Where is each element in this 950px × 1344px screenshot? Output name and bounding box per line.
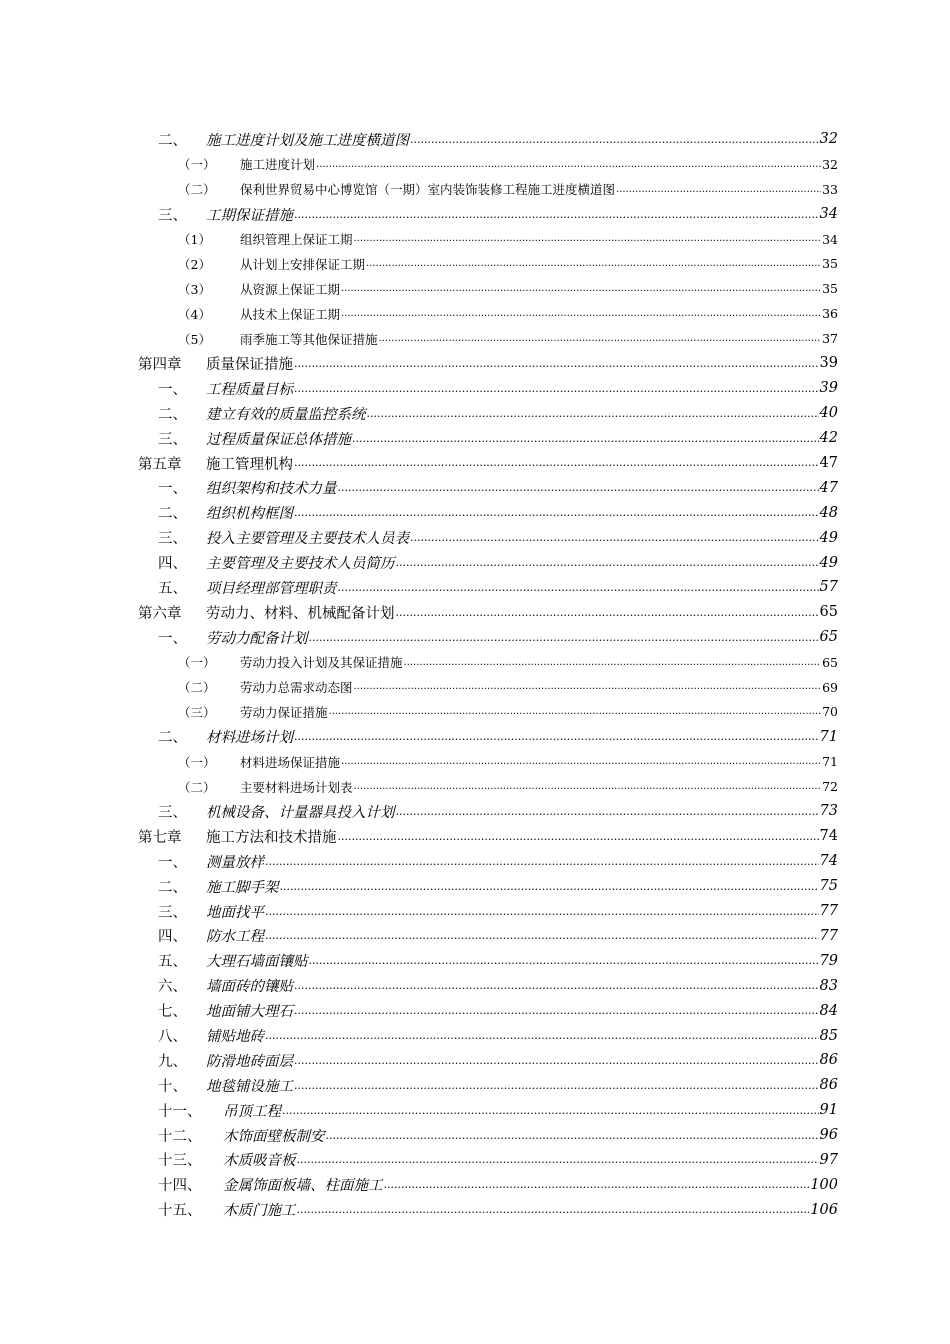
- toc-entry-title: 木质门施工: [223, 1203, 296, 1220]
- toc-entry-line: [206, 924, 838, 949]
- toc-entry-page-number: 42: [819, 430, 838, 447]
- dot-leader: [616, 177, 821, 202]
- toc-entry-number: （5）: [178, 331, 211, 347]
- toc-entry-number: （3）: [178, 281, 211, 297]
- toc-entry[interactable]: [138, 600, 838, 625]
- toc-entry[interactable]: [138, 376, 838, 401]
- toc-entry-page-number: 33: [822, 181, 838, 197]
- toc-entry-number: 十二、: [158, 1128, 202, 1145]
- dot-leader: [341, 749, 821, 774]
- toc-entry[interactable]: [138, 973, 838, 998]
- dot-leader: [396, 550, 819, 575]
- dot-leader: [366, 251, 821, 276]
- dot-leader: [354, 675, 822, 700]
- toc-entry[interactable]: [138, 152, 838, 177]
- toc-entry-page-number: 71: [822, 754, 838, 770]
- toc-entry-title: 劳动力保证措施: [240, 704, 328, 720]
- dot-leader: [297, 1148, 819, 1173]
- dot-leader: [341, 301, 821, 326]
- dot-leader: [294, 451, 819, 476]
- toc-entry[interactable]: [138, 326, 838, 351]
- toc-entry-title: 劳动力总需求动态图: [240, 680, 353, 696]
- toc-entry-page-number: 74: [819, 853, 838, 870]
- toc-entry[interactable]: [138, 475, 838, 500]
- toc-entry-line: [206, 127, 838, 152]
- toc-entry-title: 木质吸音板: [223, 1153, 296, 1170]
- toc-entry[interactable]: [138, 948, 838, 973]
- toc-entry-number: 第七章: [138, 829, 182, 846]
- toc-entry[interactable]: [138, 1023, 838, 1048]
- dot-leader: [410, 127, 819, 152]
- toc-entry[interactable]: [138, 699, 838, 724]
- toc-entry-line: [206, 874, 838, 899]
- toc-entry-page-number: 79: [819, 952, 838, 969]
- toc-entry-title: 雨季施工等其他保证措施: [240, 331, 378, 347]
- toc-entry-number: 一、: [158, 630, 187, 647]
- toc-entry-page-number: 57: [819, 579, 838, 596]
- toc-entry-number: （一）: [178, 157, 216, 173]
- toc-entry-number: 一、: [158, 854, 187, 871]
- dot-leader: [294, 202, 819, 227]
- toc-entry-title: 施工管理机构: [206, 456, 293, 473]
- dot-leader: [265, 899, 819, 924]
- toc-entry-line: [206, 799, 838, 824]
- toc-entry-page-number: 35: [822, 281, 838, 297]
- toc-entry[interactable]: [138, 426, 838, 451]
- dot-leader: [354, 774, 822, 799]
- toc-entry[interactable]: [138, 251, 838, 276]
- toc-entry[interactable]: [138, 625, 838, 650]
- toc-entry-page-number: 97: [819, 1151, 838, 1168]
- toc-entry-page-number: 74: [819, 828, 838, 845]
- toc-entry-page-number: 100: [810, 1176, 838, 1193]
- toc-entry-number: 十三、: [158, 1153, 202, 1170]
- toc-entry[interactable]: [138, 127, 838, 152]
- toc-entry-number: 二、: [158, 730, 187, 747]
- toc-entry-title: 施工脚手架: [206, 879, 279, 896]
- toc-entry-page-number: 65: [819, 604, 838, 621]
- toc-entry-page-number: 83: [819, 977, 838, 994]
- toc-entry-line: [206, 625, 838, 650]
- toc-entry-title: 从技术上保证工期: [240, 306, 341, 322]
- toc-entry-page-number: 91: [819, 1102, 838, 1119]
- toc-entry-page-number: 37: [822, 331, 838, 347]
- toc-entry-title: 防水工程: [206, 929, 264, 946]
- toc-entry[interactable]: [138, 675, 838, 700]
- toc-entry-number: 三、: [158, 531, 187, 548]
- toc-entry-title: 铺贴地砖: [206, 1029, 264, 1045]
- toc-entry[interactable]: [138, 1048, 838, 1073]
- toc-entry[interactable]: [138, 575, 838, 600]
- toc-entry-number: 一、: [158, 481, 187, 498]
- toc-entry-page-number: 70: [822, 704, 838, 720]
- toc-entry-title: 从资源上保证工期: [240, 281, 341, 297]
- toc-entry[interactable]: [138, 1148, 838, 1173]
- toc-entry-title: 劳动力、材料、机械配备计划: [206, 605, 395, 622]
- toc-entry-number: 二、: [158, 406, 187, 423]
- toc-entry-number: 三、: [158, 431, 187, 448]
- toc-entry[interactable]: [138, 351, 838, 376]
- toc-entry-title: 大理石墙面镶贴: [206, 954, 308, 971]
- dot-leader: [294, 500, 819, 525]
- toc-entry-line: [206, 1048, 838, 1073]
- toc-entry-page-number: 71: [819, 728, 838, 745]
- toc-entry-number: 第五章: [138, 456, 182, 473]
- toc-entry-title: 主要管理及主要技术人员简历: [206, 556, 395, 573]
- toc-entry-title: 防滑地砖面层: [206, 1053, 293, 1070]
- toc-entry[interactable]: [138, 849, 838, 874]
- toc-entry-line: [206, 202, 838, 227]
- toc-entry-title: 测量放样: [206, 854, 264, 871]
- toc-entry-title: 组织管理上保证工期: [240, 232, 353, 247]
- toc-entry-number: 四、: [158, 929, 187, 946]
- toc-entry-number: （一）: [178, 754, 216, 770]
- toc-entry-page-number: 39: [819, 380, 838, 397]
- toc-entry-number: （二）: [178, 680, 216, 696]
- dot-leader: [297, 1197, 810, 1222]
- toc-entry[interactable]: [138, 500, 838, 525]
- toc-entry-title: 投入主要管理及主要技术人员表: [206, 531, 409, 548]
- toc-entry-line: [206, 376, 838, 401]
- toc-entry-page-number: 47: [819, 455, 838, 472]
- toc-entry-number: 五、: [158, 954, 187, 971]
- toc-entry-number: （2）: [178, 256, 211, 272]
- toc-entry-title: 工期保证措施: [206, 207, 293, 224]
- toc-entry[interactable]: [138, 749, 838, 774]
- toc-entry-line: [240, 749, 838, 774]
- toc-entry-page-number: 73: [819, 803, 838, 820]
- toc-entry-line: [206, 475, 838, 500]
- toc-entry[interactable]: [138, 998, 838, 1023]
- dot-leader: [354, 227, 822, 252]
- toc-entry[interactable]: [138, 799, 838, 824]
- dot-leader: [265, 924, 819, 949]
- toc-entry-line: [206, 849, 838, 874]
- toc-entry-number: （二）: [178, 182, 216, 198]
- toc-entry-line: [206, 351, 838, 376]
- toc-entry-page-number: 77: [819, 903, 838, 920]
- toc-entry[interactable]: [138, 1098, 838, 1123]
- toc-entry[interactable]: [138, 451, 838, 476]
- toc-entry-page-number: 49: [819, 529, 838, 546]
- toc-entry-number: 三、: [158, 804, 187, 821]
- toc-entry-title: 施工方法和技术措施: [206, 829, 337, 846]
- toc-entry-title: 机械设备、计量器具投入计划: [206, 804, 395, 821]
- toc-entry[interactable]: [138, 525, 838, 550]
- toc-entry-title: 金属饰面板墙、柱面施工: [223, 1178, 383, 1195]
- toc-entry-page-number: 77: [819, 927, 838, 944]
- toc-entry-number: （4）: [178, 306, 211, 322]
- toc-entry-number: 一、: [158, 381, 187, 398]
- toc-entry-page-number: 49: [819, 554, 838, 571]
- dot-leader: [338, 575, 819, 600]
- table-of-contents: [138, 127, 838, 1222]
- toc-entry[interactable]: [138, 899, 838, 924]
- toc-entry-title: 组织架构和技术力量: [206, 481, 337, 498]
- toc-entry[interactable]: [138, 227, 838, 252]
- toc-entry-page-number: 75: [819, 878, 838, 895]
- toc-entry-line: [240, 774, 838, 799]
- toc-entry-line: [206, 500, 838, 525]
- toc-entry-page-number: 47: [819, 479, 838, 496]
- toc-entry-line: [240, 152, 838, 177]
- toc-entry-line: [206, 401, 838, 426]
- toc-entry-line: [240, 276, 838, 301]
- toc-entry-line: [206, 948, 838, 973]
- toc-entry-page-number: 86: [819, 1077, 838, 1094]
- toc-entry-title: 墙面砖的镶贴: [206, 979, 293, 996]
- toc-entry-page-number: 86: [819, 1052, 838, 1069]
- toc-entry-number: 五、: [158, 580, 187, 597]
- toc-entry-line: [223, 1172, 838, 1197]
- toc-entry-line: [223, 1098, 838, 1123]
- toc-entry-line: [206, 824, 838, 849]
- toc-entry-number: 十一、: [158, 1103, 202, 1120]
- toc-entry-line: [206, 550, 838, 575]
- toc-entry-number: 二、: [158, 879, 187, 896]
- toc-entry-title: 地面铺大理石: [206, 1004, 293, 1021]
- dot-leader: [396, 799, 819, 824]
- toc-entry-title: 施工进度计划及施工进度横道图: [206, 132, 409, 149]
- toc-entry-page-number: 34: [819, 206, 838, 223]
- toc-entry-page-number: 39: [819, 355, 838, 372]
- toc-entry-number: 二、: [158, 132, 187, 149]
- toc-entry[interactable]: [138, 774, 838, 799]
- toc-entry-title: 劳动力投入计划及其保证措施: [240, 655, 403, 671]
- toc-entry-page-number: 35: [822, 256, 838, 272]
- toc-entry-number: （1）: [178, 232, 211, 247]
- toc-entry[interactable]: [138, 177, 838, 202]
- dot-leader: [294, 973, 819, 998]
- toc-entry-line: [240, 699, 838, 724]
- dot-leader: [265, 1023, 819, 1048]
- toc-entry-page-number: 32: [819, 131, 838, 148]
- toc-entry-number: 二、: [158, 506, 187, 523]
- toc-entry-line: [240, 227, 838, 252]
- toc-entry[interactable]: [138, 724, 838, 749]
- toc-entry-page-number: 65: [819, 629, 838, 646]
- toc-entry[interactable]: [138, 276, 838, 301]
- toc-entry-title: 项目经理部管理职责: [206, 580, 337, 597]
- toc-entry-line: [240, 177, 838, 202]
- toc-entry-line: [206, 1023, 838, 1048]
- toc-entry[interactable]: [138, 824, 838, 849]
- toc-entry-number: 八、: [158, 1029, 187, 1045]
- toc-entry-number: 三、: [158, 904, 187, 921]
- toc-entry-page-number: 40: [819, 405, 838, 422]
- toc-entry-line: [206, 998, 838, 1023]
- toc-entry[interactable]: [138, 1172, 838, 1197]
- toc-entry[interactable]: [138, 650, 838, 675]
- toc-entry[interactable]: [138, 202, 838, 227]
- toc-entry-number: 第六章: [138, 605, 182, 622]
- toc-entry-line: [223, 1123, 838, 1148]
- toc-entry-title: 材料进场保证措施: [240, 754, 341, 770]
- dot-leader: [294, 1048, 819, 1073]
- dot-leader: [309, 948, 819, 973]
- toc-entry-page-number: 106: [810, 1201, 838, 1218]
- toc-entry-page-number: 85: [819, 1027, 838, 1044]
- toc-entry-title: 主要材料进场计划表: [240, 779, 353, 795]
- toc-entry[interactable]: [138, 301, 838, 326]
- toc-entry[interactable]: [138, 924, 838, 949]
- dot-leader: [316, 152, 821, 177]
- toc-entry-title: 地面找平: [206, 904, 264, 921]
- dot-leader: [396, 600, 819, 625]
- toc-entry-line: [206, 426, 838, 451]
- dot-leader: [352, 426, 819, 451]
- toc-entry[interactable]: [138, 401, 838, 426]
- toc-entry-line: [240, 650, 838, 675]
- dot-leader: [282, 1098, 819, 1123]
- dot-leader: [329, 699, 822, 724]
- dot-leader: [338, 475, 819, 500]
- toc-entry[interactable]: [138, 550, 838, 575]
- toc-entry-line: [206, 899, 838, 924]
- dot-leader: [367, 401, 819, 426]
- dot-leader: [294, 351, 819, 376]
- toc-entry-line: [223, 1148, 838, 1173]
- toc-entry-title: 施工进度计划: [240, 157, 316, 173]
- toc-entry-title: 组织机构框图: [206, 506, 293, 523]
- toc-entry-title: 劳动力配备计划: [206, 630, 308, 647]
- dot-leader: [309, 625, 819, 650]
- dot-leader: [294, 376, 819, 401]
- dot-leader: [384, 1172, 810, 1197]
- toc-entry-title: 质量保证措施: [206, 356, 293, 373]
- toc-entry-title: 从计划上安排保证工期: [240, 256, 366, 272]
- toc-entry-page-number: 72: [822, 779, 838, 795]
- toc-entry[interactable]: [138, 874, 838, 899]
- toc-entry-line: [240, 251, 838, 276]
- toc-entry-title: 地毯铺设施工: [206, 1078, 293, 1095]
- toc-entry-number: （三）: [178, 704, 216, 720]
- toc-entry-line: [240, 675, 838, 700]
- toc-entry-page-number: 32: [822, 156, 838, 172]
- toc-entry-title: 吊顶工程: [223, 1103, 281, 1120]
- toc-entry[interactable]: [138, 1197, 838, 1222]
- toc-entry-page-number: 84: [819, 1002, 838, 1019]
- toc-entry-line: [240, 301, 838, 326]
- dot-leader: [294, 1073, 819, 1098]
- dot-leader: [404, 650, 822, 675]
- toc-entry-number: 第四章: [138, 356, 182, 373]
- toc-entry-number: 四、: [158, 556, 187, 573]
- toc-entry-title: 过程质量保证总体措施: [206, 431, 351, 448]
- toc-entry-number: 六、: [158, 979, 187, 996]
- toc-entry-page-number: 69: [822, 679, 838, 695]
- toc-entry-line: [206, 525, 838, 550]
- dot-leader: [379, 326, 822, 351]
- toc-entry-page-number: 36: [822, 306, 838, 322]
- toc-entry-number: 十、: [158, 1078, 187, 1095]
- toc-entry-title: 木饰面壁板制安: [223, 1128, 325, 1145]
- dot-leader: [265, 849, 819, 874]
- toc-entry-number: 十四、: [158, 1178, 202, 1195]
- toc-entry-title: 建立有效的质量监控系统: [206, 406, 366, 423]
- toc-entry-number: （二）: [178, 779, 216, 795]
- dot-leader: [410, 525, 819, 550]
- toc-entry-line: [223, 1197, 838, 1222]
- dot-leader: [280, 874, 819, 899]
- dot-leader: [341, 276, 821, 301]
- dot-leader: [338, 824, 819, 849]
- toc-entry-line: [206, 451, 838, 476]
- toc-entry-page-number: 65: [822, 654, 838, 670]
- toc-entry-line: [206, 973, 838, 998]
- toc-entry-line: [206, 1073, 838, 1098]
- toc-entry-line: [206, 575, 838, 600]
- toc-entry-page-number: 34: [822, 231, 838, 247]
- toc-entry-number: 十五、: [158, 1203, 202, 1220]
- toc-entry-number: 七、: [158, 1004, 187, 1021]
- toc-entry-number: 九、: [158, 1053, 187, 1070]
- toc-entry-line: [240, 326, 838, 351]
- toc-entry-line: [206, 600, 838, 625]
- dot-leader: [294, 998, 819, 1023]
- toc-entry-title: 材料进场计划: [206, 730, 293, 747]
- dot-leader: [326, 1123, 819, 1148]
- toc-entry[interactable]: [138, 1073, 838, 1098]
- toc-entry-page-number: 48: [819, 504, 838, 521]
- toc-entry-number: （一）: [178, 655, 216, 671]
- dot-leader: [294, 724, 819, 749]
- toc-entry[interactable]: [138, 1123, 838, 1148]
- toc-entry-number: 三、: [158, 207, 187, 224]
- toc-entry-title: 保利世界贸易中心博览馆（一期）室内装饰装修工程施工进度横道图: [240, 182, 616, 198]
- toc-entry-page-number: 96: [819, 1127, 838, 1144]
- toc-entry-title: 工程质量目标: [206, 381, 293, 398]
- toc-entry-line: [206, 724, 838, 749]
